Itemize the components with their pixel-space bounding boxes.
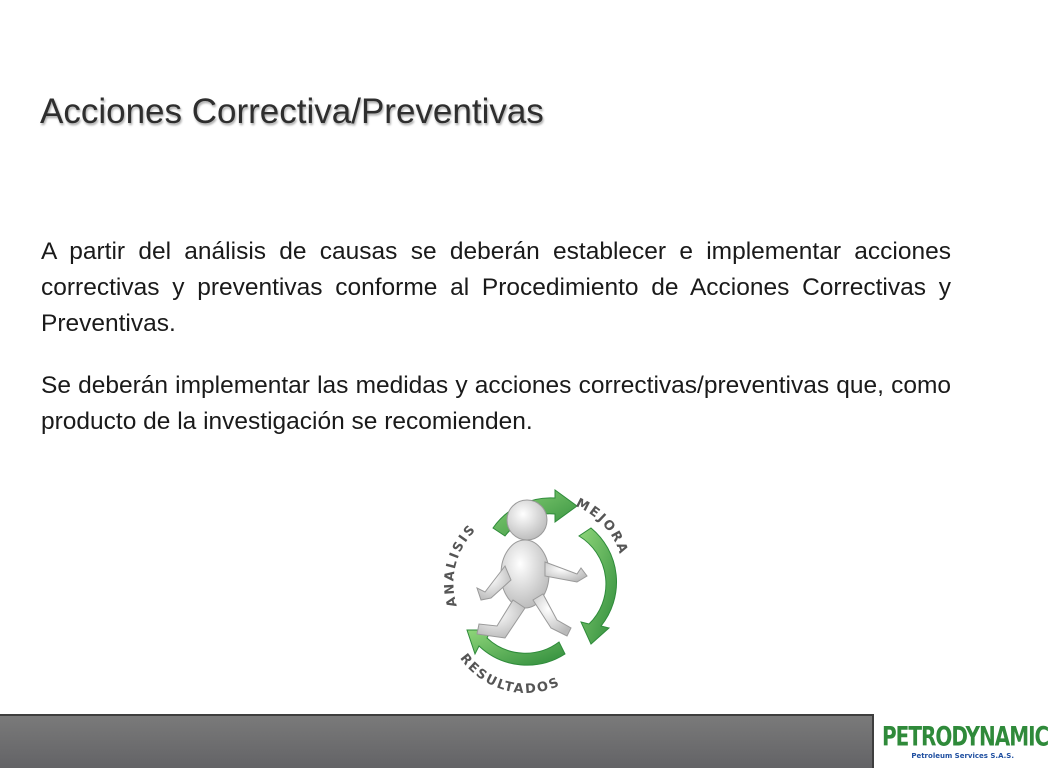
cycle-label-mejora: MEJORA [573, 495, 631, 558]
logo-wordmark: PETRODYNAMIC [882, 720, 1048, 753]
paragraph-analysis: A partir del análisis de causas se deberán establecer e implementar acciones correctivas y preventivas conforme al Procedimiento de Acciones Correctivas y Preventivas. [41, 238, 951, 337]
logo-subtitle: Petroleum Services S.A.S. [911, 752, 1014, 760]
cycle-label-resultados: RESULTADOS [456, 651, 563, 696]
running-figure [477, 500, 587, 638]
improvement-cycle-graphic [405, 476, 645, 696]
slide-body [41, 234, 951, 466]
slide-title: Acciones Correctiva/Preventivas [40, 92, 544, 131]
paragraph-implementation: Se deberán implementar las medidas y acciones correctivas/preventivas que, como producto de la investigación se recomienden. [41, 372, 951, 435]
footer-bar [0, 714, 874, 768]
petrodynamic-logo [878, 720, 1048, 764]
cycle-label-analisis: ANALISIS [442, 521, 480, 609]
